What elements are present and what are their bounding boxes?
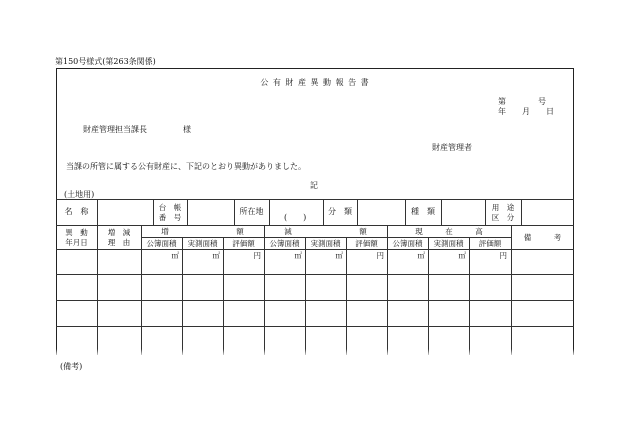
- sub-measured-area: 実測面積: [433, 239, 464, 248]
- body-text: 当課の所管に属する公有財産に、下記のとおり異動がありました。: [66, 162, 306, 171]
- unit-sqm: ㎡: [335, 251, 343, 260]
- unit-sqm: ㎡: [171, 251, 179, 260]
- form-number: 第150号様式(第263条関係): [55, 57, 156, 66]
- type-label: 種 類: [411, 207, 435, 216]
- ki-marker: 記: [310, 181, 318, 190]
- page-fade: [55, 349, 576, 357]
- sub-ledger-area: 公簿面積: [146, 239, 177, 248]
- table-line: [357, 199, 358, 225]
- sub-value: 評価額: [478, 239, 502, 248]
- date-header-1: 異 動: [65, 228, 88, 237]
- ledger-label-2: 番 号: [158, 213, 182, 222]
- sender: 財産管理者: [432, 143, 472, 152]
- table-line: [56, 225, 574, 226]
- ledger-label-1: 台 帳: [158, 203, 182, 212]
- table-line: [511, 225, 512, 355]
- table-line: [56, 274, 574, 275]
- date-label: 年 月 日: [498, 107, 554, 116]
- table-line: [97, 199, 98, 225]
- honorific: 様: [183, 125, 191, 134]
- footer-note: (備考): [60, 362, 83, 371]
- sub-value: 評価額: [355, 239, 378, 248]
- location-label: 所在地: [239, 207, 264, 216]
- unit-sqm: ㎡: [294, 251, 302, 260]
- decrease-header: 減 額: [284, 227, 367, 236]
- sub-measured-area: 実測面積: [187, 239, 218, 248]
- sub-measured-area: 実測面積: [310, 239, 341, 248]
- use-label-2: 区 分: [491, 213, 515, 222]
- date-header-2: 年月日: [65, 238, 88, 247]
- unit-yen: 円: [253, 251, 261, 260]
- table-line: [269, 199, 270, 225]
- use-label-1: 用 途: [491, 203, 515, 212]
- sub-value: 評価額: [232, 239, 255, 248]
- unit-yen: 円: [499, 251, 507, 260]
- table-line: [521, 199, 522, 225]
- name-label: 名 称: [64, 207, 89, 216]
- table-line: [56, 326, 574, 327]
- table-line: [56, 300, 574, 301]
- unit-sqm: ㎡: [212, 251, 220, 260]
- table-line: [441, 199, 442, 225]
- reason-header-1: 増 減: [107, 228, 131, 237]
- unit-sqm: ㎡: [458, 251, 466, 260]
- unit-yen: 円: [376, 251, 384, 260]
- current-header: 現 在 高: [415, 227, 483, 236]
- form-title: 公 有 財 産 異 動 報 告 書: [260, 78, 370, 87]
- number-label: 第 号: [498, 97, 546, 106]
- addressee: 財産管理担当課長: [83, 125, 147, 134]
- sub-ledger-area: 公簿面積: [392, 239, 423, 248]
- sub-ledger-area: 公簿面積: [269, 239, 300, 248]
- location-paren: ( ): [284, 213, 307, 222]
- classification-label: 分 類: [328, 207, 352, 216]
- table-line: [56, 199, 574, 200]
- increase-header: 増 額: [161, 227, 244, 236]
- table-line: [56, 249, 574, 250]
- unit-sqm: ㎡: [417, 251, 425, 260]
- remarks-header: 備 考: [523, 233, 562, 242]
- table-line: [187, 199, 188, 225]
- table-line: [141, 237, 511, 238]
- category-label: (土地用): [64, 190, 95, 199]
- reason-header-2: 理 由: [107, 238, 131, 247]
